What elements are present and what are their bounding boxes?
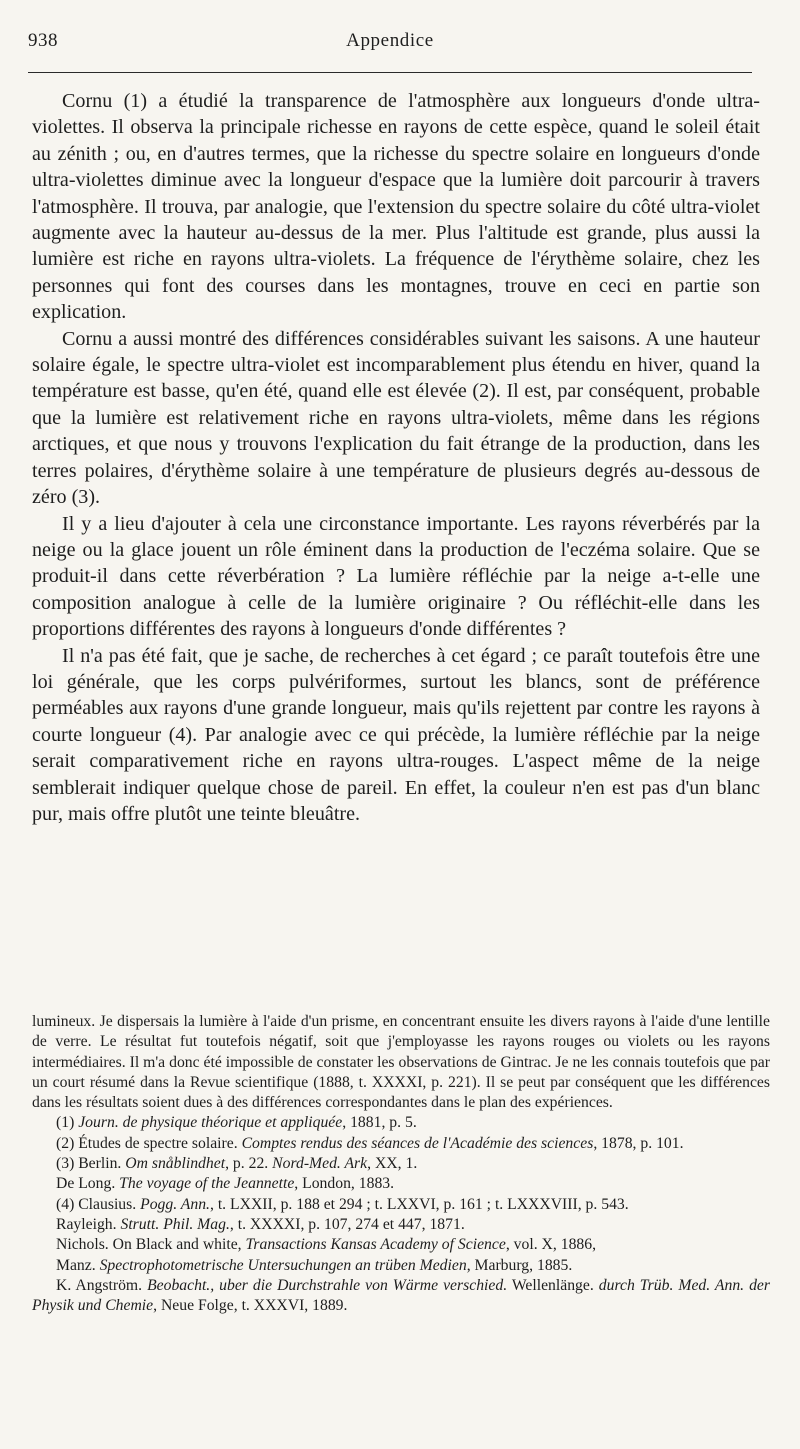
footnote-journal: durch Trüb. Med. Ann. der Physik und Chemie	[32, 1276, 770, 1315]
footnote-marker: (3)	[56, 1155, 75, 1173]
footnote-continuation: lumineux. Je dispersais la lumière à l'aide d'un prisme, en concentrant ensuite les divers rayons à l'aide d'une lentille de verre. Le résultat fut toutefois négatif, soit que j'employasse les rayons rouges ou violets ou les rayons intermédiaires. Il m'a donc été impossible de constater les observations de Gintrac. Je ne les connais toutefois que par un court résumé dans la Revue scientifique (1888, t. XXXXI, p. 221). Il se peut par conséquent que les différences dans les résultats soient dues à des différences correspondantes dans le plan des expériences.	[32, 1013, 770, 1112]
footnote-4	[32, 1195, 770, 1215]
footnote-3	[32, 1154, 770, 1174]
footnote-marker: (4)	[56, 1195, 75, 1213]
footnote-author: Nichols. On Black and white,	[56, 1236, 242, 1254]
footnote-title: Études de spectre solaire.	[78, 1134, 238, 1152]
footnote-details: , vol. X, 1886,	[505, 1236, 597, 1254]
footnote-title: Om snåblindhet	[125, 1155, 226, 1173]
footnote-journal: Comptes rendus des séances de l'Académie des sciences	[241, 1134, 594, 1152]
paragraph: Il y a lieu d'ajouter à cela une circonstance importante. Les rayons réverbérés par la neige ou la glace jouent un rôle éminent dans la production de l'eczéma solaire. Que se produit-il dans cette réverbération ? La lumière réfléchie par la neige a-t-elle une composition analogue à celle de la lumière originaire ? Ou réfléchit-elle dans les proportions différentes des rayons à longueurs d'onde différentes ?	[32, 512, 760, 641]
footnote-1	[32, 1113, 770, 1133]
footnote-4-ref-5	[32, 1276, 770, 1317]
footnote-details: , XX, 1.	[367, 1155, 418, 1173]
footnote-details: , t. XXXXI, p. 107, 274 et 447, 1871.	[229, 1215, 465, 1233]
footnote-journal: Strutt. Phil. Mag.	[120, 1215, 230, 1233]
footnote-details: Wellenlänge.	[507, 1276, 594, 1294]
footnote-4-ref-2	[32, 1215, 770, 1235]
footnote-author: K. Angström.	[56, 1276, 143, 1294]
footnote-journal: Transactions Kansas Academy of Science	[245, 1236, 506, 1254]
footnote-marker: (1)	[56, 1114, 75, 1132]
footnote-2	[32, 1134, 770, 1154]
footnote-details: , London, 1883.	[294, 1175, 395, 1193]
paragraph: Cornu (1) a étudié la transparence de l'atmosphère aux longueurs d'onde ultra-violettes. Il observa la principale richesse en rayons de cette espèce, quand le soleil était au zénith ; ou, en d'autres termes, que la richesse du spectre solaire en longueurs d'onde ultra-violettes diminue avec la longueur d'espace que la lumière doit parcourir à travers l'atmosphère. Il trouva, par analogie, que l'extension du spectre solaire du côté ultra-violet augmente avec la hauteur au-dessus de la mer. Plus l'altitude est grande, plus aussi la lumière est riche en rayons ultra-violets. La fréquence de l'érythème solaire, chez les personnes qui font des courses dans les montagnes, trouve en ceci en partie son explication.	[32, 90, 760, 324]
footnote-marker: (2)	[56, 1134, 75, 1152]
header-rule	[28, 72, 752, 73]
paragraph: Cornu a aussi montré des différences considérables suivant les saisons. A une hauteur solaire égale, le spectre ultra-violet est incomparablement plus étendu en hiver, quand la température est basse, qu'en été, quand elle est élevée (2). Il est, par conséquent, probable que la lumière est relativement riche en rayons ultra-violets, même dans les régions arctiques, et que nous y trouvons l'explication du fait étrange de la production, dans les terres polaires, d'érythème solaire à une température de plusieurs degrés au-dessous de zéro (3).	[32, 327, 760, 509]
paragraph: Il n'a pas été fait, que je sache, de recherches à cet égard ; ce paraît toutefois être une loi générale, que les corps pulvériformes, surtout les blancs, sont de préférence perméables aux rayons d'une grande longueur, mais qu'ils rejettent par contre les rayons à courte longueur (4). Par analogie avec ce qui précède, la lumière réfléchie par la neige serait comparativement riche en rayons ultra-rouges. L'aspect même de la neige semblerait indiquer quelque chose de pareil. En effet, la couleur n'en est pas d'un blanc pur, mais offre plutôt une teinte bleuâtre.	[32, 644, 760, 825]
footnotes	[32, 1012, 770, 1316]
footnote-title: Spectrophotometrische Untersuchungen an trüben Medien	[99, 1256, 467, 1274]
footnote-details: , 1881, p. 5.	[342, 1114, 417, 1132]
footnote-details: , Marburg, 1885.	[466, 1256, 573, 1274]
main-text	[32, 88, 760, 827]
footnote-4-ref-3	[32, 1235, 770, 1255]
footnote-title: Beobacht., uber die Durchstrahle von Wärme verschied.	[147, 1276, 508, 1294]
page-number: 938	[28, 30, 58, 51]
footnote-journal: Pogg. Ann.	[140, 1195, 210, 1213]
page-header	[28, 28, 752, 62]
footnote-3-ref-2	[32, 1174, 770, 1194]
footnote-author: Rayleigh.	[56, 1215, 117, 1233]
footnote-details: , Neue Folge, t. XXXVI, 1889.	[153, 1297, 348, 1315]
footnote-author: De Long.	[56, 1175, 116, 1193]
running-title: Appendice	[346, 30, 434, 51]
footnote-author: Berlin.	[78, 1155, 122, 1173]
footnote-title: The voyage of the Jeannette	[119, 1175, 295, 1193]
footnote-journal: Journ. de physique théorique et appliquée	[78, 1114, 343, 1132]
footnote-journal: Nord-Med. Ark	[272, 1155, 368, 1173]
footnote-details: , t. LXXII, p. 188 et 294 ; t. LXXVI, p. 161 ; t. LXXXVIII, p. 543.	[209, 1195, 629, 1213]
footnote-details: , 1878, p. 101.	[593, 1134, 684, 1152]
footnote-author: Clausius.	[78, 1195, 137, 1213]
footnote-details: , p. 22.	[225, 1155, 269, 1173]
footnote-author: Manz.	[56, 1256, 96, 1274]
footnote-4-ref-4	[32, 1256, 770, 1276]
